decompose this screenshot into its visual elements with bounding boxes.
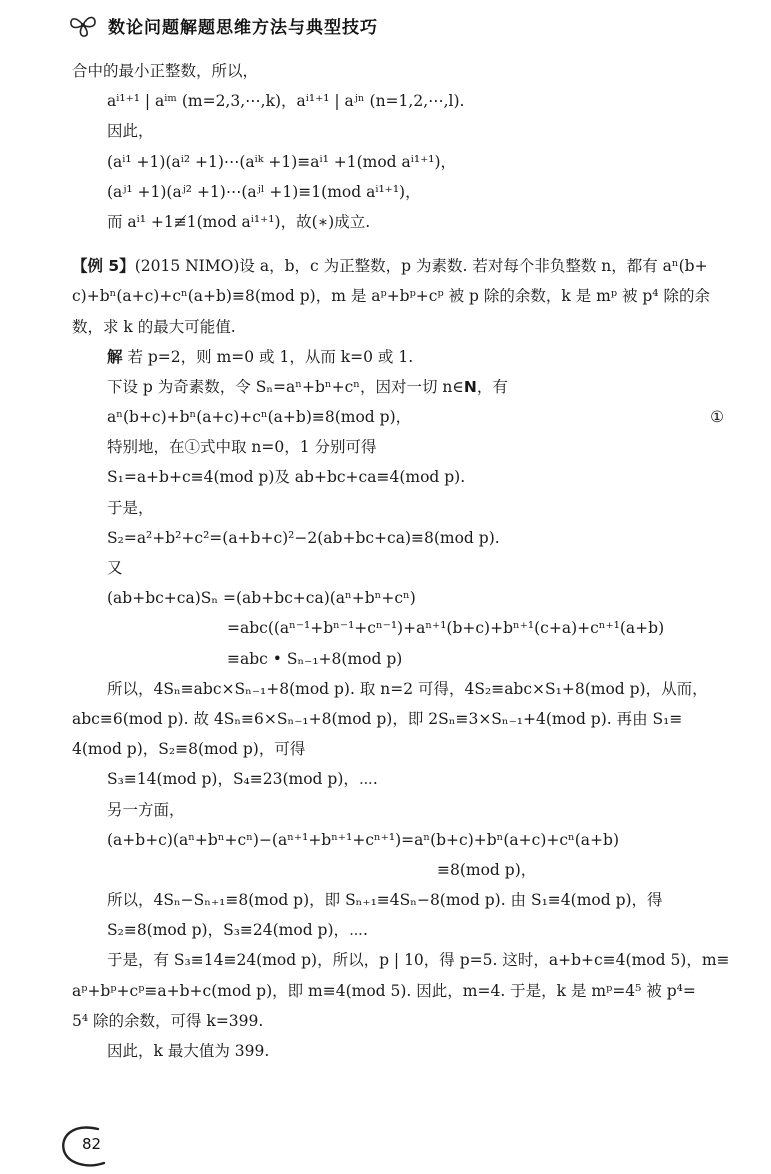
text-line	[72, 583, 732, 613]
line-text: 5⁴ 除的余数，可得 k=399.	[72, 1011, 264, 1030]
section-tag: 解	[107, 347, 123, 366]
line-text: ≡abc • Sₙ₋₁+8(mod p)	[227, 649, 403, 668]
line-text: 所以，4Sₙ−Sₙ₊₁≡8(mod p)，即 Sₙ₊₁≡4Sₙ−8(mod p). 由 S₁≡4(mod p)，得	[107, 891, 663, 910]
text-line	[72, 342, 732, 372]
book-title: 数论问题解题思维方法与典型技巧	[108, 17, 378, 38]
line-text: abc≡6(mod p). 故 4Sₙ≡6×Sₙ₋₁+8(mod p)，即 2Sₙ≡3×Sₙ₋₁+4(mod p). 再由 S₁≡	[72, 709, 683, 728]
line-text: =abc((aⁿ⁻¹+bⁿ⁻¹+cⁿ⁻¹)+aⁿ⁺¹(b+c)+bⁿ⁺¹(c+a)+cⁿ⁺¹(a+b)	[227, 619, 665, 638]
text-line	[72, 613, 732, 643]
line-text: 若 p=2，则 m=0 或 1，从而 k=0 或 1.	[122, 347, 414, 366]
line-text: c)+bⁿ(a+c)+cⁿ(a+b)≡8(mod p)，m 是 aᵖ+bᵖ+cᵖ 被 p 除的余数，k 是 mᵖ 被 p⁴ 除的余	[72, 287, 710, 306]
equation-number: ①	[710, 408, 724, 427]
line-text: (a+b+c)(aⁿ+bⁿ+cⁿ)−(aⁿ⁺¹+bⁿ⁺¹+cⁿ⁺¹)=aⁿ(b+c)+bⁿ(a+c)+cⁿ(a+b)	[107, 830, 619, 849]
text-line	[72, 915, 732, 945]
line-text: aⁱ¹⁺¹ | aⁱᵐ (m=2,3,⋯,k)，aⁱ¹⁺¹ | aʲⁿ (n=1,2,⋯,l).	[107, 92, 465, 111]
line-text: 下设 p 为奇素数，令 Sₙ=aⁿ+bⁿ+cⁿ，因对一切 n∈	[107, 377, 464, 396]
text-line	[72, 825, 732, 855]
text-line	[72, 855, 732, 885]
page-header	[68, 8, 728, 42]
line-text: 所以，4Sₙ≡abc×Sₙ₋₁+8(mod p). 取 n=2 可得，4S₂≡abc×S₁+8(mod p)，从而，	[107, 679, 708, 698]
text-line	[72, 644, 732, 674]
text-line	[72, 674, 732, 704]
text-line	[72, 795, 732, 825]
text-line	[72, 56, 732, 86]
page-number: 82	[82, 1135, 102, 1153]
text-line	[72, 116, 732, 146]
text-line	[72, 976, 732, 1006]
line-text: (2015 NIMO)设 a，b，c 为正整数，p 为素数. 若对每个非负整数 n，都有 aⁿ(b+	[134, 257, 708, 276]
line-text: ≡8(mod p)，	[437, 860, 537, 879]
line-tail: ，有	[476, 377, 508, 396]
line-text: 特别地，在①式中取 n=0，1 分别可得	[107, 438, 377, 457]
section-tag: 【例 5】	[72, 257, 135, 276]
text-line	[72, 251, 732, 281]
page-body	[72, 56, 732, 1066]
text-line	[72, 312, 732, 342]
text-line	[72, 553, 732, 583]
natural-numbers-symbol: N	[463, 377, 477, 396]
text-line	[72, 432, 732, 462]
line-text: 因此，	[107, 122, 154, 141]
line-text: S₂≡8(mod p)，S₃≡24(mod p)，⋯.	[107, 921, 368, 940]
text-line	[72, 462, 732, 492]
text-line	[72, 86, 732, 116]
line-text: (aⁱ¹ +1)(aⁱ² +1)⋯(aⁱᵏ +1)≡aⁱ¹ +1(mod aⁱ¹⁺¹)，	[107, 152, 457, 171]
swirl-logo-icon	[68, 12, 98, 38]
line-text: 另一方面，	[107, 800, 185, 819]
line-text: (ab+bc+ca)Sₙ =(ab+bc+ca)(aⁿ+bⁿ+cⁿ)	[107, 589, 416, 608]
text-line	[72, 704, 732, 734]
page-number-badge	[58, 1123, 114, 1169]
paragraph-gap	[72, 237, 732, 251]
text-line	[72, 207, 732, 237]
line-text: aⁿ(b+c)+bⁿ(a+c)+cⁿ(a+b)≡8(mod p)，	[107, 408, 412, 427]
line-text: S₁=a+b+c≡4(mod p)及 ab+bc+ca≡4(mod p).	[107, 468, 466, 487]
line-text: 而 aⁱ¹ +1≢1(mod aⁱ¹⁺¹)，故(∗)成立.	[107, 212, 371, 231]
text-line	[72, 734, 732, 764]
text-line	[72, 281, 732, 311]
text-line	[72, 1006, 732, 1036]
line-text: 因此，k 最大值为 399.	[107, 1042, 270, 1060]
line-text: S₃≡14(mod p)，S₄≡23(mod p)，⋯.	[107, 770, 378, 789]
line-text: 数，求 k 的最大可能值.	[72, 317, 236, 336]
text-line	[72, 945, 732, 975]
line-text: aᵖ+bᵖ+cᵖ≡a+b+c(mod p)，即 m≡4(mod 5). 因此，m=4. 于是，k 是 mᵖ=4⁵ 被 p⁴=	[72, 981, 696, 1000]
text-line	[72, 147, 732, 177]
line-text: (aʲ¹ +1)(aʲ² +1)⋯(aʲˡ +1)≡1(mod aⁱ¹⁺¹)，	[107, 182, 421, 201]
line-text: 4(mod p)，S₂≡8(mod p)，可得	[72, 740, 306, 759]
text-line	[72, 493, 732, 523]
line-text: 合中的最小正整数，所以，	[72, 62, 259, 80]
line-text: 于是，有 S₃≡14≡24(mod p)，所以，p | 10，得 p=5. 这时，a+b+c≡4(mod 5)，m≡	[107, 951, 730, 970]
text-line	[72, 402, 732, 432]
text-line	[72, 177, 732, 207]
line-text: S₂=a²+b²+c²=(a+b+c)²−2(ab+bc+ca)≡8(mod p).	[107, 528, 500, 547]
line-text: 于是，	[107, 498, 154, 517]
text-line	[72, 764, 732, 794]
text-line	[72, 523, 732, 553]
text-line	[72, 1036, 732, 1066]
text-line	[72, 372, 732, 402]
text-line	[72, 885, 732, 915]
line-text: 又	[107, 559, 123, 577]
